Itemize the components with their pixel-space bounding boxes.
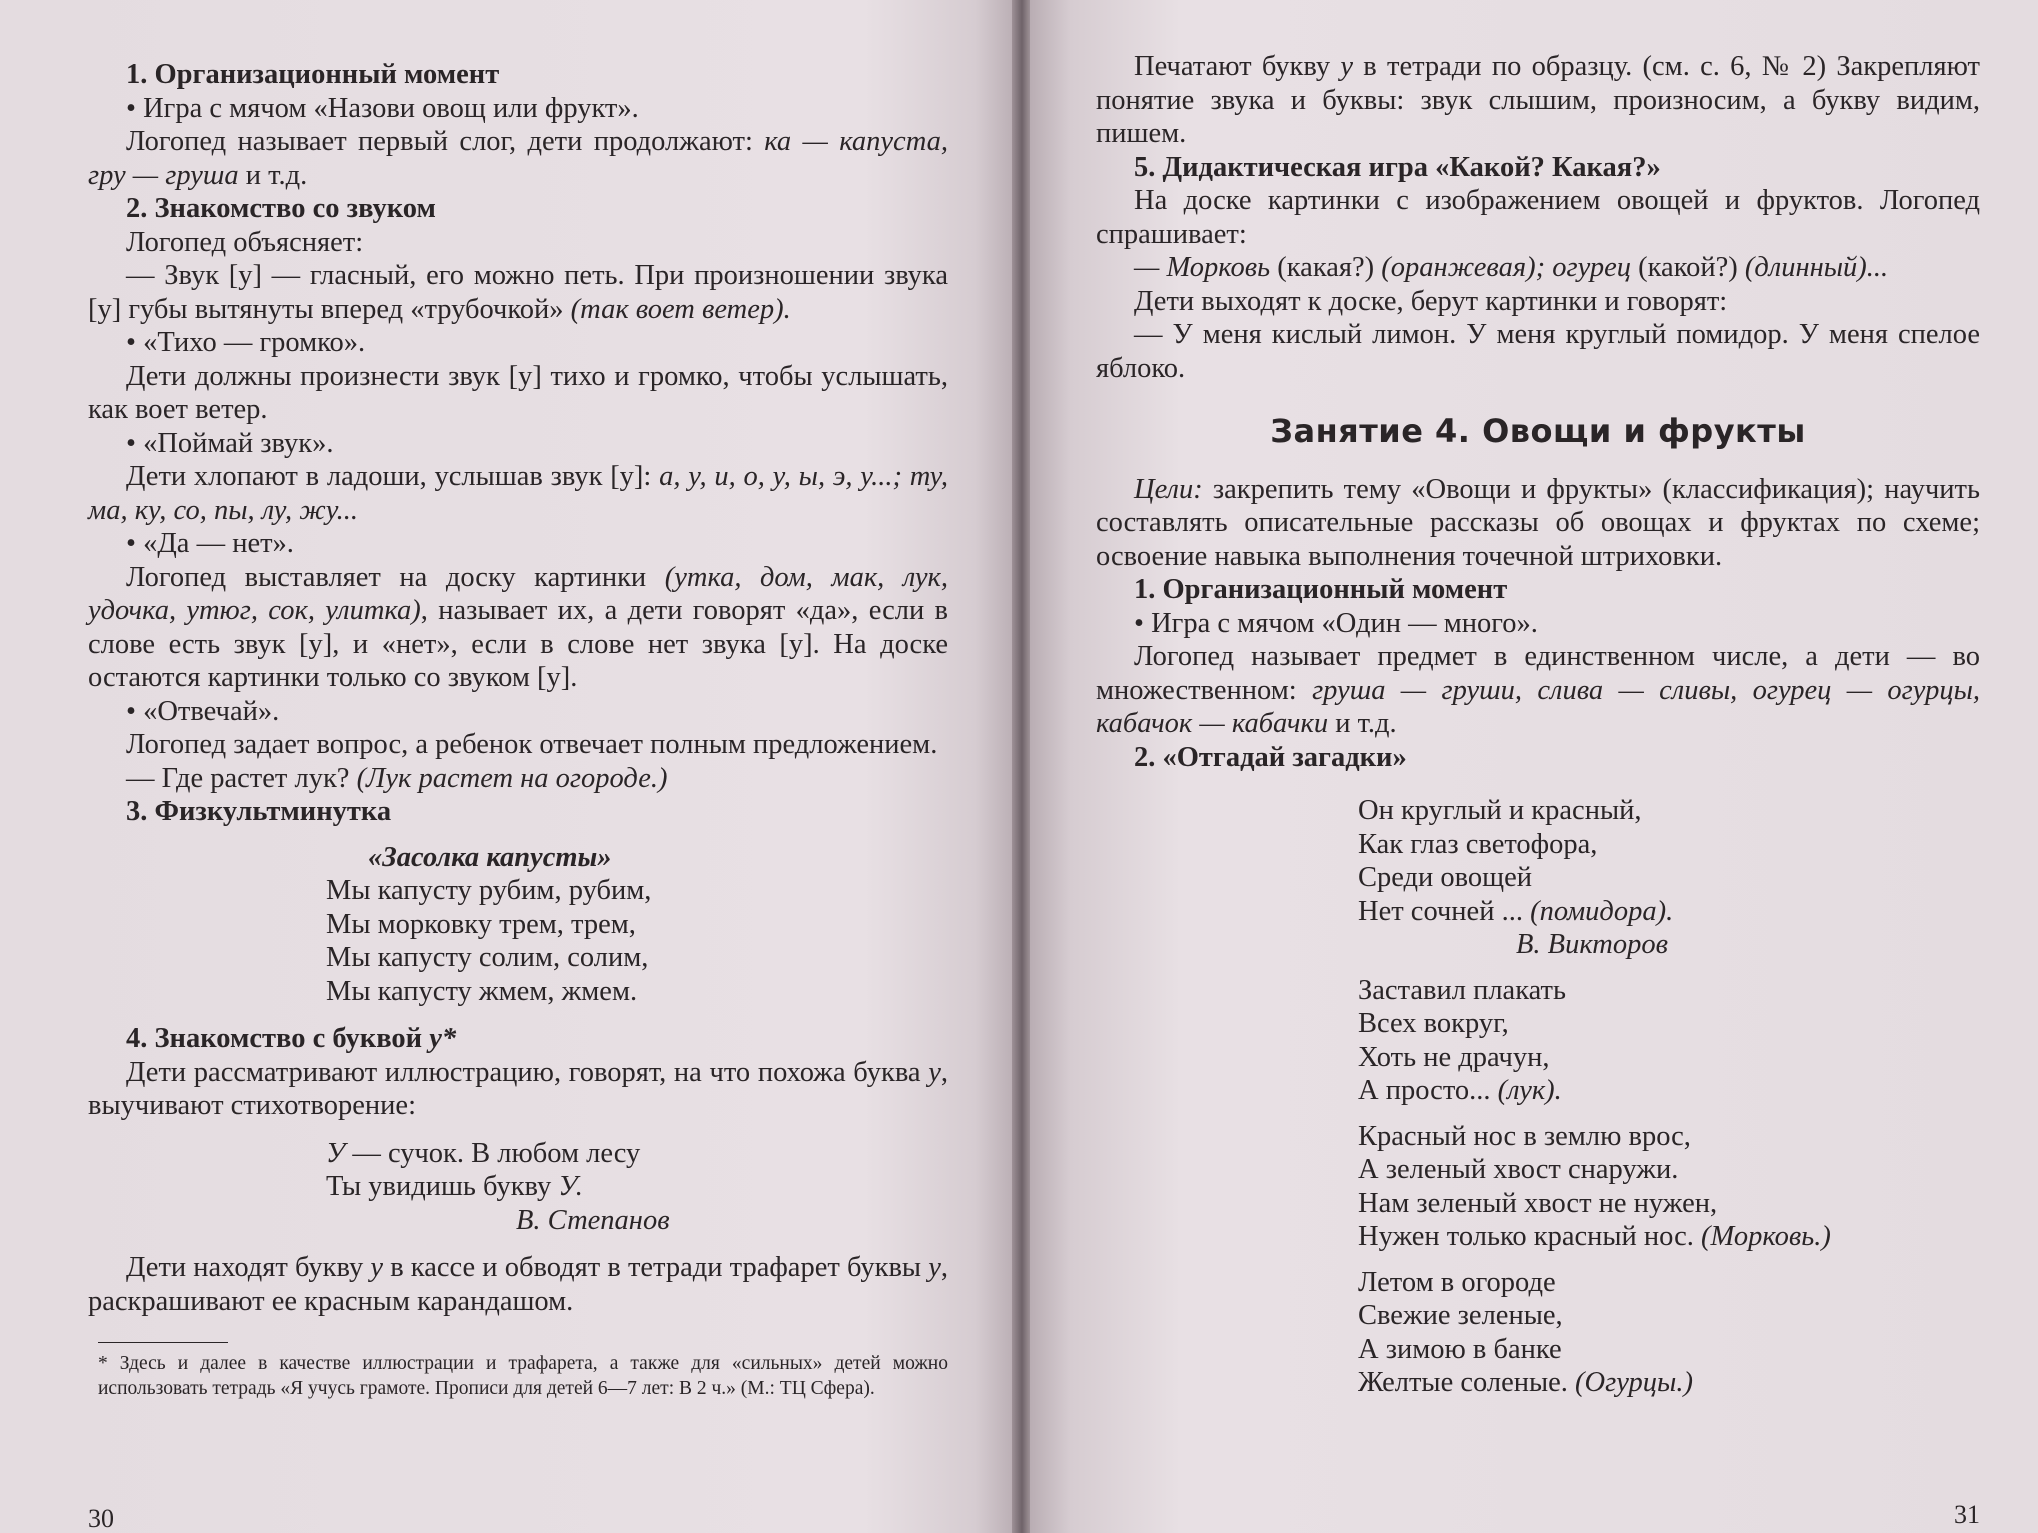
poem-line: Как глаз светофора, [1358, 828, 1598, 860]
poem-line: У — сучок. В любом лесу [326, 1137, 641, 1169]
paragraph: Логопед выставляет на доску картинки (утка, дом, мак, лук, удочка, утюг, сок, улитка), называет их, а дети говорят «да», если в слове есть звук [у], и «нет», если в слове нет звука [у]. На доске остаются картинки только со звуком [у]. [88, 561, 948, 693]
riddle [1358, 1266, 1980, 1400]
paragraph: Дети рассматривают иллюстрацию, говорят, на что похожа буква у, выучивают стихотворение: [88, 1056, 948, 1121]
bullet-item: • «Тихо — громко». [126, 327, 366, 358]
poem-line: Мы морковку трем, трем, [326, 908, 636, 940]
paragraph: На доске картинки с изображением овощей и фруктов. Логопед спрашивает: [1096, 185, 1980, 250]
page-number: 31 [1954, 1499, 1980, 1529]
paragraph: — Где растет лук? (Лук растет на огороде.) [126, 762, 668, 794]
bullet-item: • Игра с мячом «Назови овощ или фрукт». [126, 92, 639, 124]
poem [326, 841, 948, 1009]
poem-line: Заставил плакать [1358, 974, 1566, 1006]
paragraph: Дети находят букву у в кассе и обводят в тетради трафарет буквы у, раскрашивают ее красным карандашом. [88, 1252, 948, 1317]
poem-line: А просто... (лук). [1358, 1075, 1562, 1106]
paragraph: Цели: закрепить тему «Овощи и фрукты» (классификация); научить составлять описательные рассказы об овощах и фруктах по схеме; освоение навыка выполнения точечной штриховки. [1096, 473, 1980, 572]
left-page [0, 0, 1016, 1533]
paragraph: — Морковь (какая?) (оранжевая); огурец (какой?) (длинный)... [1134, 252, 1889, 283]
section-heading: 2. «Отгадай загадки» [1134, 741, 1407, 773]
paragraph: Дети хлопают в ладоши, услышав звук [у]: а, у, и, о, у, ы, э, у...; ту, ма, ку, со, пы, лу, жу... [88, 461, 948, 526]
poem-line: Среди овощей [1358, 862, 1533, 893]
bullet-item: • «Да — нет». [126, 528, 294, 559]
poem-line: Желтые соленые. (Огурцы.) [1358, 1367, 1693, 1398]
poem-line: Мы капусту солим, солим, [326, 942, 649, 973]
poem-author: В. Степанов [516, 1204, 670, 1236]
poem-line: Красный нос в землю врос, [1358, 1120, 1691, 1152]
poem-line: Мы капусту жмем, жмем. [326, 975, 638, 1007]
paragraph: Дети должны произнести звук [у] тихо и громко, чтобы услышать, как воет ветер. [88, 360, 948, 425]
paragraph: Логопед называет первый слог, дети продолжают: ка — капуста, гру — груша и т.д. [88, 126, 948, 191]
page-number: 30 [88, 1503, 114, 1533]
poem [326, 1137, 948, 1238]
poem-line: Свежие зеленые, [1358, 1300, 1563, 1331]
poem-line: Нам зеленый хвост не нужен, [1358, 1187, 1718, 1219]
poem-line: Нет сочней ... (помидора). [1358, 895, 1674, 927]
poem-line: Ты увидишь букву У. [326, 1171, 583, 1202]
poem-line: Хоть не драчун, [1358, 1041, 1550, 1073]
footnote-divider [98, 1342, 228, 1343]
riddle [1358, 794, 1980, 962]
section-heading: 2. Знакомство со звуком [126, 193, 436, 224]
poem-line: Нужен только красный нос. (Морковь.) [1358, 1221, 1831, 1252]
poem-author: В. Викторов [1516, 929, 1668, 960]
paragraph: — Звук [у] — гласный, его можно петь. При произношении звука [у] губы вытянуты вперед «трубочкой» (так воет ветер). [88, 260, 948, 325]
poem-line: А зеленый хвост снаружи. [1358, 1154, 1679, 1185]
section-heading: 1. Организационный момент [1134, 574, 1508, 605]
poem-title: «Засолка капусты» [368, 841, 612, 873]
section-heading: 5. Дидактическая игра «Какой? Какая?» [1134, 151, 1661, 183]
bullet-item: • «Отвечай». [126, 695, 280, 727]
paragraph: Логопед объясняет: [126, 226, 364, 258]
poem-line: Он круглый и красный, [1358, 795, 1642, 826]
section-heading: 4. Знакомство с буквой у* [126, 1023, 457, 1054]
poem-line: Летом в огороде [1358, 1266, 1556, 1298]
poem-line: Мы капусту рубим, рубим, [326, 875, 652, 906]
section-heading: 1. Организационный момент [126, 59, 500, 90]
right-page [1030, 0, 2038, 1533]
bullet-item: • Игра с мячом «Один — много». [1134, 607, 1538, 639]
paragraph: — У меня кислый лимон. У меня круглый помидор. У меня спелое яблоко. [1096, 319, 1980, 384]
riddle [1358, 974, 1980, 1108]
poem-line: А зимою в банке [1358, 1333, 1562, 1365]
poem-line: Всех вокруг, [1358, 1008, 1509, 1039]
chapter-title: Занятие 4. Овощи и фрукты [1270, 412, 1806, 450]
section-heading: 3. Физкультминутка [126, 796, 392, 827]
paragraph: Дети выходят к доске, берут картинки и говорят: [1134, 285, 1728, 317]
paragraph: Логопед называет предмет в единственном числе, а дети — во множественном: груша — груши, слива — сливы, огурец — огурцы, кабачок — кабачки и т.д. [1096, 641, 1981, 739]
bullet-item: • «Поймай звук». [126, 427, 334, 459]
riddle [1358, 1120, 1980, 1254]
footnote: * Здесь и далее в качестве иллюстрации и трафарета, а также для «сильных» детей можно использовать тетрадь «Я учусь грамоте. Прописи для детей 6—7 лет: В 2 ч.» (М.: ТЦ Сфера). [98, 1353, 948, 1399]
paragraph: Печатают букву у в тетради по образцу. (см. с. 6, № 2) Закрепляют понятие звука и буквы: звук слышим, произносим, а букву видим, пишем. [1096, 51, 1980, 149]
paragraph: Логопед задает вопрос, а ребенок отвечает полным предложением. [126, 729, 938, 760]
